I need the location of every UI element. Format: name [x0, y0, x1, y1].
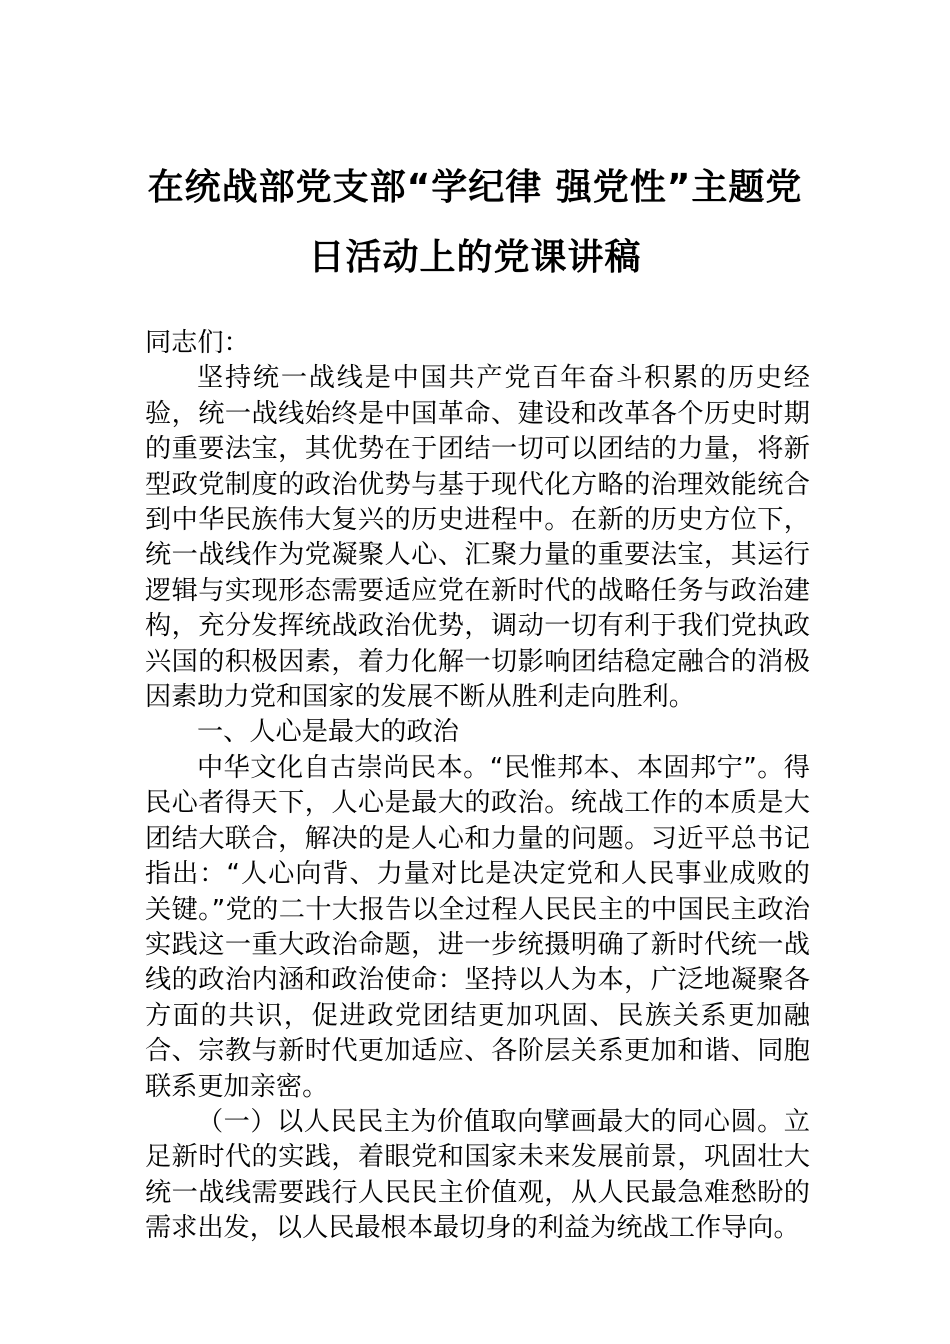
document-body [145, 326, 810, 1247]
document-title-line-1: 在统战部党支部“学纪律 强党性”主题党 [147, 167, 803, 208]
section-heading-1: 一、人心是最大的政治 [197, 717, 459, 748]
paragraph-section-1: 中华文化自古崇尚民本。“民惟邦本、本固邦宁”。得民心者得天下，人心是最大的政治。统战工作的本质是大团结大联合，解决的是人心和力量的问题。习近平总书记指出：“人心向背、力量对比是决定党和人民事业成败的关键。”党的二十大报告以全过程人民民主的中国民主政治实践这一重大政治命题，进一步统摄明确了新时代统一战线的政治内涵和政治使命：坚持以人为本，广泛地凝聚各方面的共识，促进政党团结更加巩固、民族关系更加融合、宗教与新时代更加适应、各阶层关系更加和谐、同胞联系更加亲密。 [145, 752, 810, 1102]
paragraph-intro: 坚持统一战线是中国共产党百年奋斗积累的历史经验，统一战线始终是中国革命、建设和改革各个历史时期的重要法宝，其优势在于团结一切可以团结的力量，将新型政党制度的政治优势与基于现代化方略的治理效能统合到中华民族伟大复兴的历史进程中。在新的历史方位下，统一战线作为党凝聚人心、汇聚力量的重要法宝，其运行逻辑与实现形态需要适应党在新时代的战略任务与政治建构，充分发挥统战政治优势，调动一切有利于我们党执政兴国的积极因素，着力化解一切影响团结稳定融合的消极因素助力党和国家的发展不断从胜利走向胜利。 [145, 363, 810, 713]
document-title-line-2: 日活动上的党课讲稿 [308, 237, 642, 278]
paragraph-subsection-1: （一）以人民民主为价值取向擘画最大的同心圆。立足新时代的实践，着眼党和国家未来发展前景，巩固壮大统一战线需要践行人民民主价值观，从人民最急难愁盼的需求出发，以人民最根本最切身的利益为统战工作导向。 [145, 1106, 810, 1244]
salutation: 同志们： [145, 328, 250, 358]
